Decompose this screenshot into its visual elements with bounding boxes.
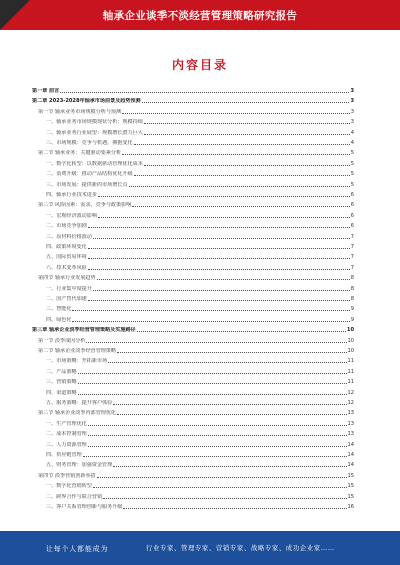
toc-leader-dots	[88, 300, 350, 301]
toc-entry-page: 13	[347, 431, 354, 438]
toc-entry[interactable]	[46, 356, 354, 364]
toc-entry-text: 三、市场发展：提供新的市场增长点	[46, 181, 128, 188]
toc-leader-dots	[113, 404, 346, 405]
toc-leader-dots	[144, 134, 350, 135]
toc-entry[interactable]	[46, 232, 354, 240]
toc-entry[interactable]	[46, 429, 354, 437]
toc-leader-dots	[88, 269, 350, 270]
toc-leader-dots	[144, 123, 350, 124]
toc-entry-page: 4	[350, 140, 354, 146]
toc-heading: 内容目录	[171, 58, 228, 72]
toc-entry[interactable]	[46, 440, 354, 448]
toc-entry-text: 四、绿色化	[46, 316, 72, 323]
toc-entry-text: 四、政策环境变化	[46, 244, 87, 250]
toc-entry[interactable]	[46, 315, 354, 323]
toc-entry-page: 15	[347, 472, 354, 479]
toc-entry[interactable]	[46, 460, 354, 468]
toc-leader-dots	[98, 217, 350, 218]
toc-entry-page: 11	[347, 368, 354, 375]
toc-leader-dots	[88, 425, 347, 426]
toc-entry[interactable]	[46, 388, 354, 396]
toc-leader-dots	[117, 414, 346, 415]
toc-entry-text: 二、成本控制管理	[46, 431, 87, 438]
toc-entry-text: 第三章 轴承企业淡季经营管理策略及实施路径	[32, 327, 136, 334]
toc-entry-page: 8	[350, 285, 354, 292]
toc-entry-page: 7	[350, 254, 354, 261]
toc-entry-text: 一、行业集中度提升	[46, 285, 92, 292]
toc-leader-dots	[113, 466, 346, 467]
toc-entry-text: 第二章 2023-2028年轴承市场前景及趋势预测	[32, 98, 141, 105]
toc-leader-dots	[60, 92, 349, 93]
toc-leader-dots	[72, 310, 349, 311]
toc-entry[interactable]	[38, 200, 354, 208]
toc-leader-dots	[134, 175, 350, 176]
toc-leader-dots	[93, 238, 350, 239]
toc-entry[interactable]	[46, 159, 354, 167]
toc-leader-dots	[93, 290, 350, 291]
toc-entry-text: 三、人力资源管理	[46, 441, 87, 448]
toc-entry-page: 10	[347, 348, 354, 354]
toc-entry-page: 6	[350, 202, 354, 209]
toc-entry[interactable]	[38, 148, 354, 156]
toc-entry[interactable]	[46, 492, 354, 500]
toc-entry-page: 13	[347, 410, 354, 417]
toc-entry-page: 5	[350, 171, 354, 178]
toc-entry-page: 9	[350, 306, 354, 313]
toc-entry-text: 二、消费升级：推动产品结构优化升级	[46, 171, 133, 178]
toc-leader-dots	[72, 321, 349, 322]
toc-entry[interactable]	[46, 294, 354, 302]
toc-entry-text: 一、数字化营销转型	[46, 483, 92, 490]
toc-leader-dots	[117, 352, 346, 353]
toc-entry[interactable]	[46, 398, 354, 406]
toc-entry-page: 11	[347, 379, 354, 386]
toc-entry-text: 一、市场策略：开拓新市场	[46, 358, 108, 365]
footer-slogan: 让每个人都能成为	[46, 545, 109, 553]
toc-entry-text: 四、供应链管理	[46, 452, 82, 458]
footer-tags: 行业专家、管理专家、营销专家、战略专家、成功企业家……	[146, 544, 335, 552]
toc-entry-page: 6	[350, 192, 354, 198]
footer-banner	[0, 531, 400, 565]
toc-leader-dots	[122, 154, 350, 155]
toc-entry-text: 三、智能化	[46, 306, 72, 313]
toc-entry-page: 15	[347, 483, 354, 490]
toc-entry-text: 五、服务策略：提升客户体验	[46, 400, 113, 406]
toc-entry[interactable]	[38, 107, 354, 115]
toc-entry[interactable]	[32, 325, 354, 333]
toc-entry-text: 第二节 轴承业务：关键驱动要素分析	[38, 150, 122, 157]
toc-leader-dots	[97, 279, 350, 280]
toc-entry[interactable]	[46, 481, 354, 489]
toc-entry-text: 二、轴承业务行业展望：规模增长潜力巨大	[46, 129, 143, 136]
toc-leader-dots	[137, 331, 346, 332]
toc-entry-text: 第三节 轴承企业淡季内部管理优化	[38, 410, 117, 417]
toc-entry-page: 12	[347, 400, 354, 406]
toc-leader-dots	[129, 186, 350, 187]
toc-leader-dots	[78, 373, 347, 374]
toc-entry-page: 12	[347, 389, 354, 396]
toc-entry-page: 7	[350, 233, 354, 240]
toc-entry-page: 11	[347, 358, 354, 365]
toc-leader-dots	[132, 206, 349, 207]
toc-entry[interactable]	[46, 419, 354, 427]
toc-entry-text: 第一章 前言	[32, 88, 60, 94]
toc-entry[interactable]	[32, 86, 354, 94]
toc-leader-dots	[88, 435, 347, 436]
toc-entry-text: 一、宏观经济波动影响	[46, 212, 97, 219]
toc-entry-page: 10	[347, 337, 354, 344]
toc-leader-dots	[88, 258, 350, 259]
toc-entry-page: 16	[347, 504, 354, 510]
toc-entry[interactable]	[46, 221, 354, 229]
toc-entry[interactable]	[38, 336, 354, 344]
toc-leader-dots	[83, 456, 347, 457]
toc-entry[interactable]	[46, 117, 354, 125]
toc-entry-text: 三、市场规模：竞争与机遇，拥抱变化	[46, 140, 133, 146]
toc-entry[interactable]	[46, 242, 354, 250]
toc-entry-text: 三、客户关系管理创新与服务升级	[46, 504, 123, 510]
toc-entry-text: 三、原材料价格波动	[46, 233, 92, 240]
toc-entry-text: 二、产品策略	[46, 368, 77, 375]
toc-entry-page: 6	[350, 212, 354, 219]
toc-entry-page: 3	[350, 119, 354, 126]
toc-leader-dots	[78, 383, 347, 384]
toc-entry-page: 4	[350, 129, 354, 136]
toc-entry-text: 二、国产替代加速	[46, 296, 87, 302]
header-corner-decoration	[0, 0, 30, 30]
toc-entry-page: 9	[350, 316, 354, 323]
toc-entry[interactable]	[46, 211, 354, 219]
toc-entry-page: 10	[346, 327, 354, 334]
toc-entry-text: 第一节 轴承业务市场规模分析与预测	[38, 108, 122, 115]
toc-entry[interactable]	[46, 284, 354, 292]
toc-leader-dots	[122, 113, 350, 114]
toc-leader-dots	[134, 144, 350, 145]
toc-entry-text: 六、技术变革风险	[46, 264, 87, 271]
toc-entry[interactable]	[38, 346, 354, 354]
toc-entry-page: 15	[347, 493, 354, 500]
toc-entry-text: 第一节 淡季成因分析	[38, 337, 86, 344]
header-bar	[0, 0, 400, 30]
toc-entry[interactable]	[46, 450, 354, 458]
toc-leader-dots	[78, 394, 347, 395]
toc-leader-dots	[108, 362, 346, 363]
toc-entry[interactable]	[46, 169, 354, 177]
toc-entry-text: 二、市场竞争加剧	[46, 223, 87, 230]
toc-leader-dots	[98, 196, 350, 197]
toc-entry-page: 8	[350, 275, 354, 282]
toc-entry[interactable]	[46, 138, 354, 146]
toc-entry[interactable]	[46, 128, 354, 136]
toc-entry-text: 第二节 轴承企业淡季经营管理策略	[38, 348, 117, 354]
toc-leader-dots	[97, 477, 347, 478]
toc-entry-page: 14	[347, 462, 354, 469]
toc-entry-text: 第四节 淡季营销创新举措	[38, 472, 96, 479]
toc-entry[interactable]	[46, 502, 354, 510]
toc-entry-text: 四、渠道策略	[46, 389, 77, 396]
toc-entry-text: 一、生产管理优化	[46, 420, 87, 427]
toc-leader-dots	[88, 446, 347, 447]
toc-entry[interactable]	[38, 273, 354, 281]
toc-entry[interactable]	[46, 180, 354, 188]
toc-entry-text: 一、轴承业务市场规模现状分析：规模持续	[46, 119, 143, 126]
toc-leader-dots	[86, 342, 346, 343]
toc-entry-text: 一、数字化转型：以数据驱动管理优化成本	[46, 160, 143, 167]
toc-leader-dots	[142, 102, 350, 103]
toc-entry-page: 3	[350, 108, 354, 115]
toc-entry-text: 二、跨界合作与联合营销	[46, 493, 103, 500]
toc-entry-page: 14	[347, 452, 354, 458]
toc-entry[interactable]	[38, 471, 354, 479]
toc-leader-dots	[93, 487, 347, 488]
toc-entry-text: 四、轴承行业技术进步	[46, 192, 97, 198]
toc-entry-text: 五、国际贸易环境	[46, 254, 87, 261]
report-title: 轴承企业谈季不淡经营管理策略研究报告	[102, 9, 298, 22]
toc-entry-page: 7	[350, 244, 354, 250]
toc-entry-text: 第三节 风险因素：需求、竞争与政策影响	[38, 202, 132, 209]
toc-entry-page: 5	[350, 181, 354, 188]
toc-entry[interactable]	[46, 367, 354, 375]
toc-entry[interactable]	[46, 190, 354, 198]
toc-leader-dots	[123, 508, 346, 509]
toc-entry[interactable]	[46, 252, 354, 260]
toc-leader-dots	[88, 248, 350, 249]
toc-entry-text: 五、财务管理：加强资金管理	[46, 462, 113, 469]
toc-entry-page: 7	[350, 264, 354, 271]
toc-leader-dots	[103, 498, 346, 499]
toc-leader-dots	[144, 165, 350, 166]
toc-entry[interactable]	[46, 377, 354, 385]
toc-entry[interactable]	[32, 96, 354, 104]
toc-entry-page: 13	[347, 420, 354, 427]
toc-entry-page: 8	[350, 296, 354, 302]
toc-entry-page: 3	[350, 98, 354, 105]
toc-entry-text: 三、营销策略	[46, 379, 77, 386]
toc-leader-dots	[88, 227, 350, 228]
toc-entry-page: 5	[350, 160, 354, 167]
toc-entry[interactable]	[38, 408, 354, 416]
toc-entry-page: 5	[350, 150, 354, 157]
toc-entry[interactable]	[46, 304, 354, 312]
toc-entry-page: 3	[350, 88, 354, 94]
toc-entry[interactable]	[46, 263, 354, 271]
toc-entry-page: 14	[347, 441, 354, 448]
toc-entry-text: 第四节 轴承行业发展趋势	[38, 275, 96, 282]
toc-entry-page: 6	[350, 223, 354, 230]
